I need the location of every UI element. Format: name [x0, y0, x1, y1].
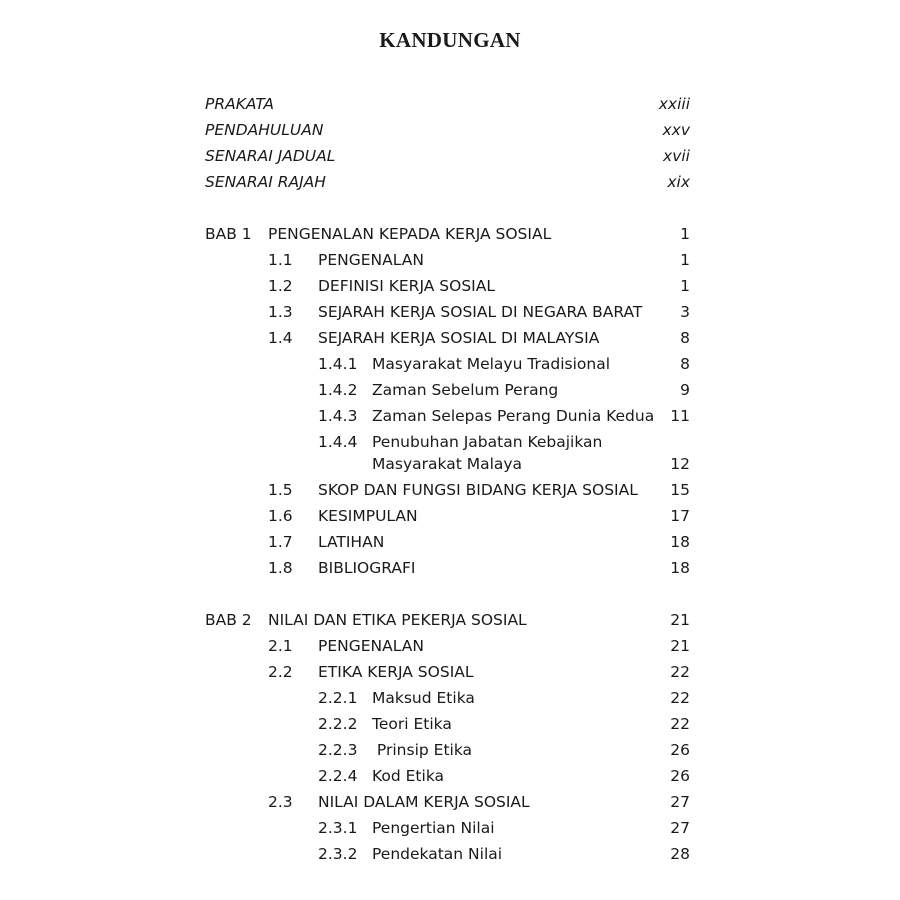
- toc-page: xxiii: [658, 95, 690, 113]
- toc-subsection: [0, 352, 900, 376]
- subsection-title: Penubuhan Jabatan Kebajikan: [372, 433, 603, 451]
- section-number: 1.6: [268, 507, 293, 525]
- section-number: 1.1: [268, 251, 293, 269]
- chapter-title: PENGENALAN KEPADA KERJA SOSIAL: [268, 225, 552, 243]
- section-number: 2.2: [268, 663, 293, 681]
- toc-section: [0, 530, 900, 554]
- toc-subsection: [0, 764, 900, 788]
- subsection-number: 2.2.1: [318, 689, 358, 707]
- subsection-title-line-2: Masyarakat Malaya: [372, 455, 523, 473]
- subsection-title: Kod Etika: [372, 767, 445, 785]
- toc-page: 26: [670, 767, 690, 785]
- toc-subsection: [0, 378, 900, 402]
- subsection-title: Zaman Sebelum Perang: [372, 381, 559, 399]
- section-title: ETIKA KERJA SOSIAL: [318, 663, 474, 681]
- toc-section: [0, 504, 900, 528]
- toc-section: [0, 660, 900, 684]
- section-title: KESIMPULAN: [318, 507, 418, 525]
- toc-page: xix: [667, 173, 690, 191]
- section-title: DEFINISI KERJA SOSIAL: [318, 277, 495, 295]
- section-title: LATIHAN: [318, 533, 385, 551]
- section-number: 1.2: [268, 277, 293, 295]
- section-title: SEJARAH KERJA SOSIAL DI NEGARA BARAT: [318, 303, 643, 321]
- section-number: 1.3: [268, 303, 293, 321]
- toc-section: [0, 274, 900, 298]
- subsection-title: Teori Etika: [372, 715, 452, 733]
- toc-page: 28: [670, 845, 690, 863]
- subsection-title: Masyarakat Melayu Tradisional: [372, 355, 611, 373]
- subsection-number: 1.4.1: [318, 355, 358, 373]
- toc-entry-prakata: [0, 92, 900, 116]
- section-number: 1.4: [268, 329, 293, 347]
- toc-page: 22: [670, 715, 690, 733]
- subsection-title: Prinsip Etika: [372, 741, 473, 759]
- toc-label: PRAKATA: [205, 95, 275, 113]
- subsection-number: 2.2.4: [318, 767, 358, 785]
- section-title: SEJARAH KERJA SOSIAL DI MALAYSIA: [318, 329, 600, 347]
- toc-section: [0, 248, 900, 272]
- section-number: 1.8: [268, 559, 293, 577]
- subsection-number: 1.4.2: [318, 381, 358, 399]
- toc-page: 18: [670, 533, 690, 551]
- toc-subsection: [0, 712, 900, 736]
- toc-page: 1: [680, 225, 690, 243]
- chapter-number: BAB 1: [205, 225, 252, 243]
- toc-label: SENARAI JADUAL: [205, 147, 336, 165]
- toc-subsection: [0, 738, 900, 762]
- toc-page: xxv: [662, 121, 690, 139]
- toc-page: 26: [670, 741, 690, 759]
- toc-subsection: [0, 816, 900, 840]
- subsection-title: Maksud Etika: [372, 689, 475, 707]
- section-number: 2.1: [268, 637, 293, 655]
- toc-page: 17: [670, 507, 690, 525]
- section-title: PENGENALAN: [318, 637, 424, 655]
- section-number: 1.7: [268, 533, 293, 551]
- toc-subsection: [0, 842, 900, 866]
- toc-page: 27: [670, 819, 690, 837]
- toc-page: xvii: [663, 147, 690, 165]
- subsection-title: Pendekatan Nilai: [372, 845, 503, 863]
- toc-chapter-1: [0, 222, 900, 246]
- section-title: SKOP DAN FUNGSI BIDANG KERJA SOSIAL: [318, 481, 638, 499]
- subsection-number: 2.3.1: [318, 819, 358, 837]
- toc-page: 12: [670, 455, 690, 473]
- toc-page: 11: [670, 407, 690, 425]
- toc-entry-pendahuluan: [0, 118, 900, 142]
- subsection-number: 2.2.2: [318, 715, 358, 733]
- toc-subsection: [0, 430, 900, 454]
- section-title: BIBLIOGRAFI: [318, 559, 416, 577]
- toc-page: 3: [680, 303, 690, 321]
- toc-page: 27: [670, 793, 690, 811]
- section-number: 2.3: [268, 793, 293, 811]
- toc-subsection: [0, 404, 900, 428]
- subsection-number: 1.4.4: [318, 433, 358, 451]
- toc-page: 1: [680, 251, 690, 269]
- toc-section: [0, 478, 900, 502]
- toc-section: [0, 300, 900, 324]
- subsection-number: 1.4.3: [318, 407, 358, 425]
- subsection-title: Zaman Selepas Perang Dunia Kedua: [372, 407, 655, 425]
- toc-page: 22: [670, 689, 690, 707]
- subsection-title: Pengertian Nilai: [372, 819, 495, 837]
- section-title: NILAI DALAM KERJA SOSIAL: [318, 793, 530, 811]
- toc-page: 15: [670, 481, 690, 499]
- toc-page: 22: [670, 663, 690, 681]
- section-number: 1.5: [268, 481, 293, 499]
- toc-subsection-continued: [0, 452, 900, 476]
- toc-section: [0, 556, 900, 580]
- chapter-title: NILAI DAN ETIKA PEKERJA SOSIAL: [268, 611, 527, 629]
- toc-section: [0, 790, 900, 814]
- toc-entry-senarai-rajah: [0, 170, 900, 194]
- toc-page: 8: [680, 329, 690, 347]
- toc-page: 21: [670, 611, 690, 629]
- toc-label: PENDAHULUAN: [205, 121, 324, 139]
- section-title: PENGENALAN: [318, 251, 424, 269]
- toc-page: 21: [670, 637, 690, 655]
- subsection-number: 2.2.3: [318, 741, 358, 759]
- toc-subsection: [0, 686, 900, 710]
- subsection-number: 2.3.2: [318, 845, 358, 863]
- page-title: KANDUNGAN: [379, 28, 521, 52]
- toc-section: [0, 634, 900, 658]
- toc-page: 1: [680, 277, 690, 295]
- toc-entry-senarai-jadual: [0, 144, 900, 168]
- toc-section: [0, 326, 900, 350]
- toc-label: SENARAI RAJAH: [205, 173, 326, 191]
- toc-page: 9: [680, 381, 690, 399]
- toc-page: 8: [680, 355, 690, 373]
- toc-chapter-2: [0, 608, 900, 632]
- toc-page: 18: [670, 559, 690, 577]
- chapter-number: BAB 2: [205, 611, 252, 629]
